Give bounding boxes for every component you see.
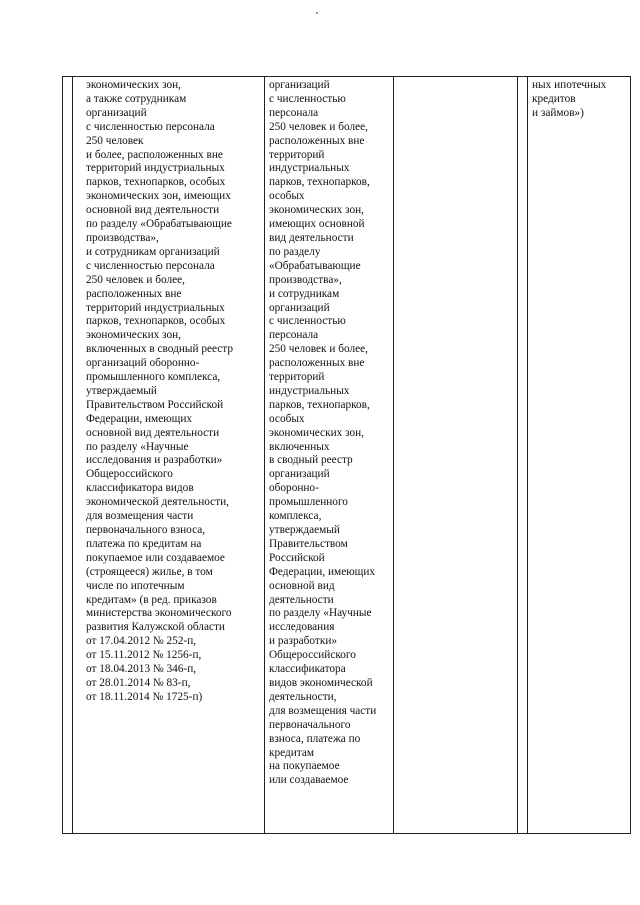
table-cell-col6: ных ипотечных кредитов и займов») [528,77,631,834]
table-cell-col5 [518,77,528,834]
table-row [63,77,631,834]
table-cell-col3: организаций с численностью персонала 250 человек и более, расположенных вне территорий индустриальных парков, технопарков, особых экономических зон, имеющих основной вид деятельности по разделу «Обрабатывающие производства», и сотрудникам организаций с численностью персонала 250 человек и более, расположенных вне территорий индустриальных парков, технопарков, особых экономических зон, включенных в сводный реестр организаций оборонно- промышленного комплекса, утверждаемый Правительством Российской Федерации, имеющих основной вид деятельности по разделу «Научные исследования и разработки» Общероссийского классификатора видов экономической деятельности, для возмещения части первоначального взноса, платежа по кредитам на покупаемое или создаваемое [265,77,394,834]
document-table [62,76,631,834]
scan-speck [316,12,318,14]
table-cell-col1 [63,77,73,834]
table-cell-col2: экономических зон, а также сотрудникам организаций с численностью персонала 250 человек и более, расположенных вне территорий индустриальных парков, технопарков, особых экономических зон, имеющих основной вид деятельности по разделу «Обрабатывающие производства», и сотрудникам организаций с численностью персонала 250 человек и более, расположенных вне территорий индустриальных парков, технопарков, особых экономических зон, включенных в сводный реестр организаций оборонно- промышленного комплекса, утверждаемый Правительством Российской Федерации, имеющих основной вид деятельности по разделу «Научные исследования и разработки» Общероссийского классификатора видов экономической деятельности, для возмещения части первоначального взноса, платежа по кредитам на покупаемое или создаваемое (строящееся) жилье, в том числе по ипотечным кредитам» (в ред. приказов министерства экономического развития Калужской области от 17.04.2012 № 252-п, от 15.11.2012 № 1256-п, от 18.04.2013 № 346-п, от 28.01.2014 № 83-п, от 18.11.2014 № 1725-п) [73,77,265,834]
table-cell-col4 [394,77,518,834]
